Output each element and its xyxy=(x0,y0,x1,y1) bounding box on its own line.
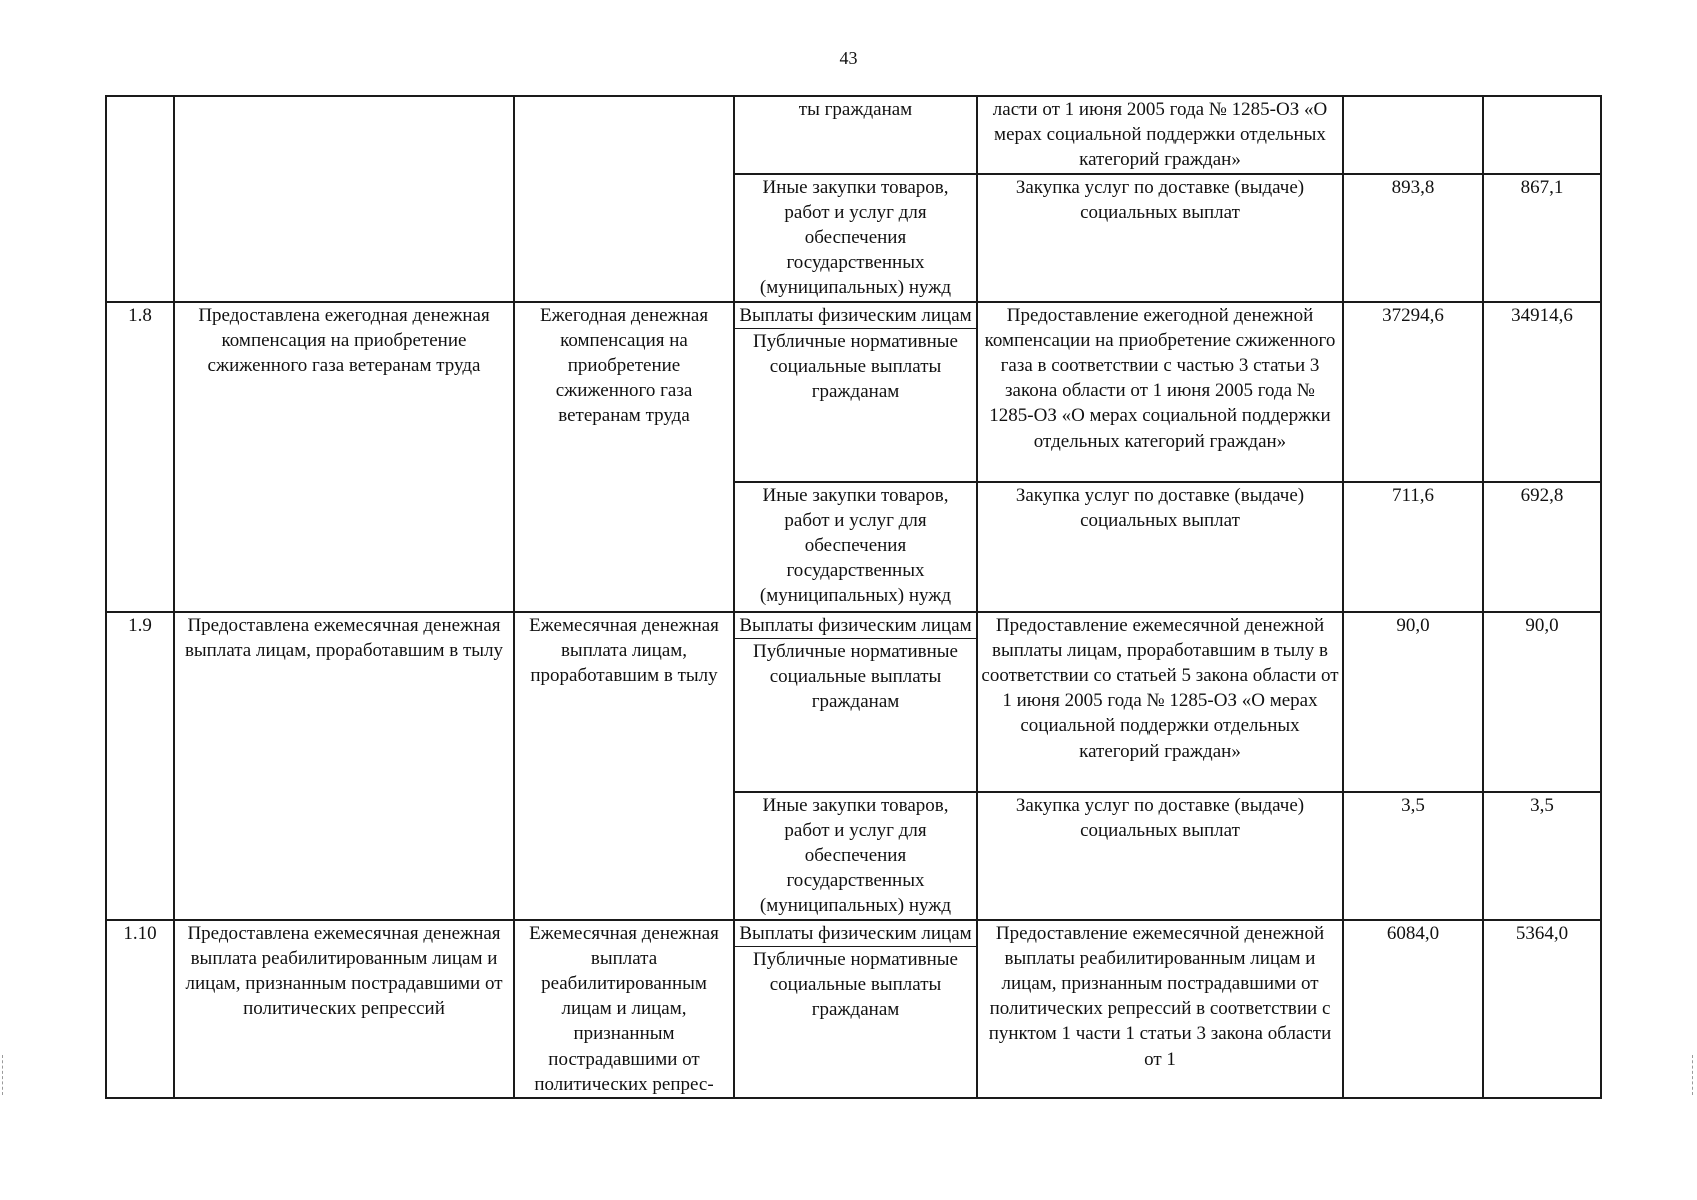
value2-text: 867,1 xyxy=(1520,176,1564,198)
row-number: 1.10 xyxy=(123,922,157,944)
number-cell xyxy=(106,96,174,302)
expense-type-cell xyxy=(734,482,977,612)
value1-cell xyxy=(1343,482,1483,612)
table-row xyxy=(106,302,1601,482)
description-cell xyxy=(977,612,1343,792)
measure-cell xyxy=(514,612,734,920)
page-number: 43 xyxy=(839,48,858,68)
description-cell xyxy=(977,96,1343,174)
row-number: 1.9 xyxy=(128,614,152,636)
value2-cell xyxy=(1483,174,1601,302)
result-cell xyxy=(174,612,514,920)
value1-text: 6084,0 xyxy=(1386,922,1440,944)
expense-subtype-text: Публичные нормативные социальные выплаты гражданам xyxy=(752,330,958,403)
result-cell xyxy=(174,920,514,1098)
description-text: Закупка услуг по доставке (выдаче) социальных выплат xyxy=(1015,794,1305,841)
result-text: Предоставлена ежемесячная денежная выплата лицам, проработавшим в тылу xyxy=(184,614,504,661)
value2-cell xyxy=(1483,302,1601,482)
value1-cell xyxy=(1343,174,1483,302)
table-row xyxy=(106,96,1601,174)
description-cell xyxy=(977,174,1343,302)
number-cell xyxy=(106,920,174,1098)
expense-type-text: Выплаты физическим лицам xyxy=(735,303,976,329)
value1-cell xyxy=(1343,96,1483,174)
expense-type-text: Иные закупки товаров, работ и услуг для обеспечения государственных (муниципальных) нужд xyxy=(759,484,952,607)
value2-cell xyxy=(1483,96,1601,174)
value2-text: 692,8 xyxy=(1520,484,1564,506)
measure-text: Ежегодная денежная компенсация на приобретение сжиженного газа ветеранам труда xyxy=(539,304,709,427)
budget-table xyxy=(105,95,1602,1099)
row-number: 1.8 xyxy=(128,304,152,326)
expense-type-text: Иные закупки товаров, работ и услуг для обеспечения государственных (муниципальных) нужд xyxy=(759,794,952,917)
scan-edge-mark-left xyxy=(2,1055,4,1095)
table-row xyxy=(106,920,1601,1098)
result-text: Предоставлена ежемесячная денежная выплата реабилитированным лицам и лицам, признанным пострадавшими от политических репрессий xyxy=(185,922,503,1020)
description-cell xyxy=(977,302,1343,482)
scan-edge-mark-right xyxy=(1692,1055,1694,1095)
number-cell xyxy=(106,612,174,920)
expense-type-text: Выплаты физическим лицам xyxy=(735,613,976,639)
value1-cell xyxy=(1343,792,1483,920)
description-text: Закупка услуг по доставке (выдаче) социальных выплат xyxy=(1015,484,1305,531)
measure-cell xyxy=(514,302,734,612)
number-cell xyxy=(106,302,174,612)
value2-cell xyxy=(1483,920,1601,1098)
expense-subtype-text: Публичные нормативные социальные выплаты гражданам xyxy=(752,640,958,713)
expense-type-cell xyxy=(734,302,977,482)
expense-type-text: Выплаты физическим лицам xyxy=(735,921,976,947)
measure-cell xyxy=(514,920,734,1098)
value2-text: 90,0 xyxy=(1525,614,1559,636)
value1-text: 37294,6 xyxy=(1382,304,1444,326)
description-text: ласти от 1 июня 2005 года № 1285-ОЗ «О мерах социальной поддержки отдельных категорий граждан» xyxy=(992,99,1328,171)
measure-text: Ежемесячная денежная выплата реабилитированным лицам и лицам, признанным пострадавшими от политических репрес- xyxy=(529,922,719,1095)
value1-cell xyxy=(1343,920,1483,1098)
description-cell xyxy=(977,482,1343,612)
measure-text: Ежемесячная денежная выплата лицам, проработавшим в тылу xyxy=(529,614,719,687)
expense-type-cell xyxy=(734,96,977,174)
expense-type-text: ты гражданам xyxy=(798,99,913,120)
value1-text: 90,0 xyxy=(1396,614,1430,636)
table-row xyxy=(106,612,1601,792)
description-text: Предоставление ежемесячной денежной выплаты реабилитированным лицам и лицам, признанным пострадавшими от политических репрессий в соответствии с пунктом 1 части 1 статьи 3 закона области от 1 xyxy=(988,922,1332,1070)
value2-cell xyxy=(1483,792,1601,920)
expense-type-cell xyxy=(734,792,977,920)
description-text: Предоставление ежемесячной денежной выплаты лицам, проработавшим в тылу в соответствии со статьей 5 закона области от 1 июня 2005 года № 1285-ОЗ «О мерах социальной поддержки отдельных категорий граждан» xyxy=(981,614,1339,762)
expense-type-cell xyxy=(734,174,977,302)
expense-type-text: Иные закупки товаров, работ и услуг для обеспечения государственных (муниципальных) нужд xyxy=(759,176,952,299)
result-cell xyxy=(174,96,514,302)
measure-cell xyxy=(514,96,734,302)
description-text: Закупка услуг по доставке (выдаче) социальных выплат xyxy=(1015,176,1305,223)
result-text: Предоставлена ежегодная денежная компенсация на приобретение сжиженного газа ветеранам труда xyxy=(198,304,490,377)
value1-text: 893,8 xyxy=(1391,176,1435,198)
value2-cell xyxy=(1483,612,1601,792)
value1-cell xyxy=(1343,302,1483,482)
value2-cell xyxy=(1483,482,1601,612)
expense-subtype-text: Публичные нормативные социальные выплаты гражданам xyxy=(752,948,958,1021)
value2-text: 5364,0 xyxy=(1515,922,1569,944)
value1-text: 711,6 xyxy=(1391,484,1435,506)
description-text: Предоставление ежегодной денежной компенсации на приобретение сжиженного газа в соответствии с частью 3 статьи 3 закона области от 1 июня 2005 года № 1285-ОЗ «О мерах социальной поддержки отдельных категорий граждан» xyxy=(984,304,1336,452)
expense-type-cell xyxy=(734,920,977,1098)
value1-text: 3,5 xyxy=(1401,794,1425,816)
expense-type-cell xyxy=(734,612,977,792)
result-cell xyxy=(174,302,514,612)
value2-text: 3,5 xyxy=(1530,794,1554,816)
description-cell xyxy=(977,792,1343,920)
value2-text: 34914,6 xyxy=(1511,304,1573,326)
value1-cell xyxy=(1343,612,1483,792)
description-cell xyxy=(977,920,1343,1098)
